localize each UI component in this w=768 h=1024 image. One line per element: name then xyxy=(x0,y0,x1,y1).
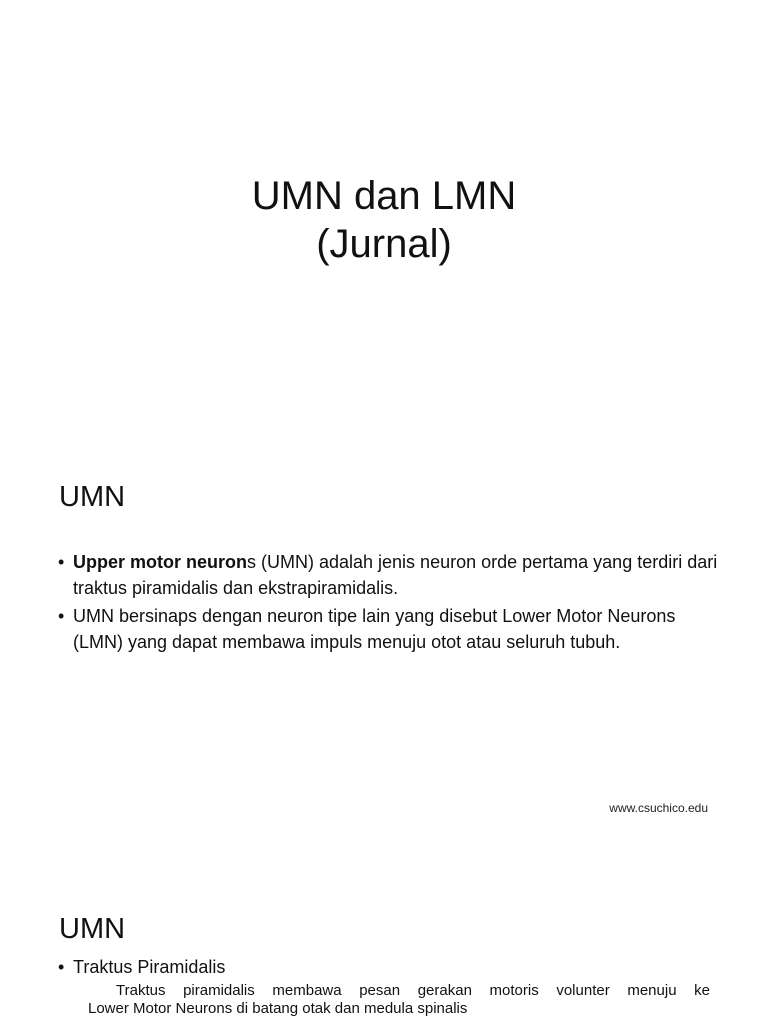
sub-paragraph-line: Lower Motor Neurons di batang otak dan medula spinalis xyxy=(88,1000,468,1017)
bullet-text: Traktus Piramidalis xyxy=(73,957,226,977)
bullet-marker: • xyxy=(58,606,65,626)
bullet-text: UMN bersinaps dengan neuron tipe lain yang disebut Lower Motor Neurons (LMN) yang dapat membawa impuls menuju otot atau seluruh tubuh. xyxy=(73,606,676,652)
sub-paragraph-line: Traktus piramidalis membawa pesan gerakan motoris volunter menuju ke xyxy=(116,982,710,999)
bullet-item xyxy=(58,954,718,980)
slide-heading: UMN xyxy=(59,481,126,513)
slide-heading: UMN xyxy=(59,913,126,945)
slide-title xyxy=(0,172,768,268)
bullet-item xyxy=(58,549,718,601)
title-line-2: (Jurnal) xyxy=(316,222,452,266)
sub-paragraph xyxy=(88,982,710,1018)
bullet-text: s (UMN) adalah jenis neuron orde pertama yang terdiri dari traktus piramidalis dan ekstrapiramidalis. xyxy=(73,552,718,598)
bullet-marker: • xyxy=(58,957,65,977)
traktus-slide xyxy=(0,864,768,1024)
bullet-bold-term: Upper motor neuron xyxy=(73,552,247,572)
bullet-marker: • xyxy=(58,552,65,572)
bullet-list xyxy=(58,549,718,657)
source-citation: www.csuchico.edu xyxy=(609,801,708,815)
title-slide xyxy=(0,0,768,432)
umn-definition-slide xyxy=(0,432,768,864)
bullet-item xyxy=(58,603,718,655)
title-line-1: UMN dan LMN xyxy=(251,174,517,218)
bullet-list xyxy=(58,954,718,982)
